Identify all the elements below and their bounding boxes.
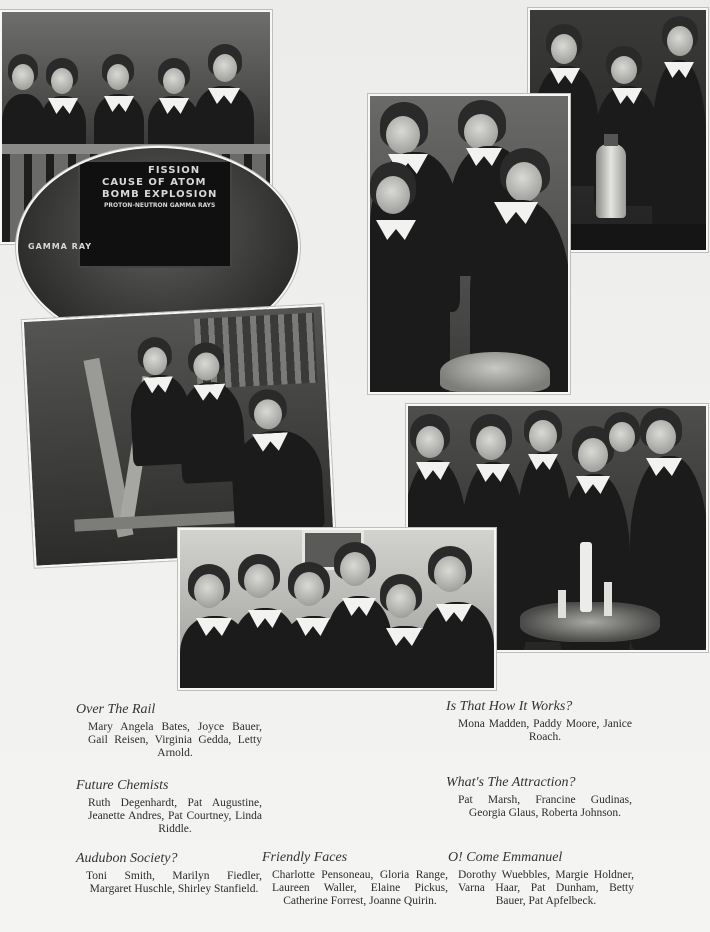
board-line: BOMB EXPLOSION [102, 189, 218, 200]
caption-audubon-society [76, 852, 262, 896]
caption-title: Friendly Faces [262, 850, 348, 865]
caption-title: Over The Rail [76, 702, 156, 717]
caption-title: Future Chemists [76, 778, 169, 793]
caption-friendly-faces [262, 851, 448, 908]
caption-names: Mary Angela Bates, Joyce Bauer, Gail Reisen, Virginia Gedda, Letty Arnold. [88, 721, 262, 759]
caption-is-that-how-it-works [446, 700, 632, 744]
caption-names: Dorothy Wuebbles, Margie Holdner, Varna Haar, Pat Dunham, Betty Bauer, Pat Apfelbeck. [458, 869, 634, 907]
caption-title: O! Come Emmanuel [448, 850, 563, 865]
caption-title: Audubon Society? [76, 851, 178, 866]
caption-names: Toni Smith, Marilyn Fiedler, Margaret Huschle, Shirley Stanfield. [86, 870, 262, 895]
photo-whats-the-attraction [368, 94, 570, 394]
caption-names: Charlotte Pensoneau, Gloria Range, Laureen Waller, Elaine Pickus, Catherine Forrest, Joanne Quirin. [272, 869, 448, 907]
board-line: PROTON-NEUTRON GAMMA RAYS [104, 202, 216, 209]
caption-names: Mona Madden, Paddy Moore, Janice Roach. [458, 718, 632, 743]
fission-chalkboard [28, 160, 232, 268]
board-line: FISSION [148, 165, 201, 176]
board-line: CAUSE OF ATOM [102, 177, 207, 188]
caption-names: Ruth Degenhardt, Pat Augustine, Jeanette Andres, Pat Courtney, Linda Riddle. [88, 797, 262, 835]
board-line: GAMMA RAY [28, 242, 93, 251]
caption-title: Is That How It Works? [446, 699, 573, 714]
photo-friendly-faces [178, 528, 496, 690]
caption-o-come-emmanuel [448, 851, 634, 908]
caption-over-the-rail [76, 703, 262, 760]
caption-whats-the-attraction [446, 776, 632, 820]
caption-future-chemists [76, 779, 262, 836]
caption-names: Pat Marsh, Francine Gudinas, Georgia Glaus, Roberta Johnson. [458, 794, 632, 819]
caption-title: What's The Attraction? [446, 775, 576, 790]
